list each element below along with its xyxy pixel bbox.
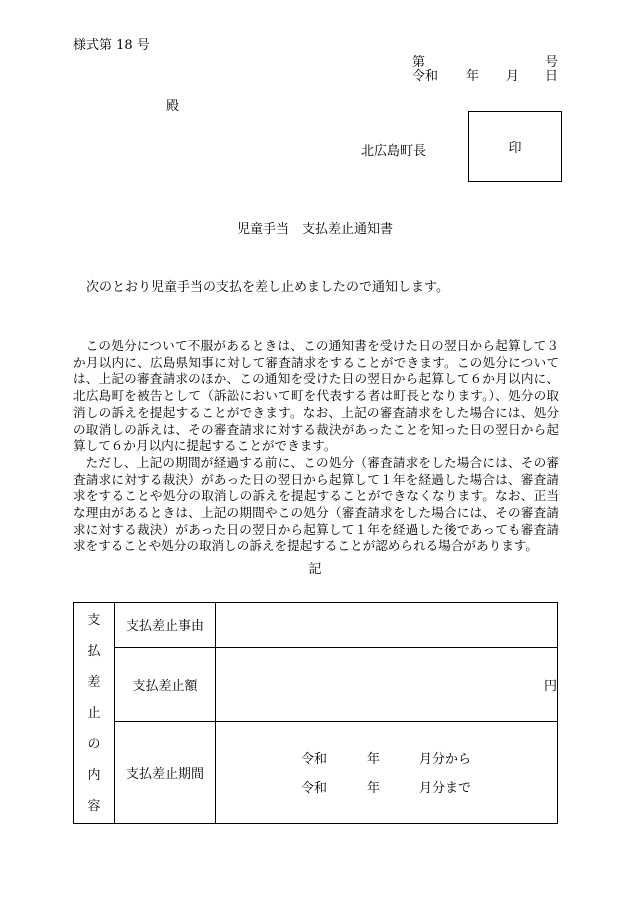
reason-label: 支払差止事由 [115,603,216,648]
period-from-month: 月分から [419,751,472,767]
table-row-period [74,722,558,824]
reason-value [216,603,558,648]
group-label-char: 容 [87,798,101,814]
table-row-reason [74,603,558,648]
appeal-notice [73,338,559,555]
period-to-year: 年 [367,780,381,796]
document-title: 児童手当 支払差止通知書 [236,222,393,237]
group-label-char: の [87,736,101,752]
issuer-name: 北広島町長 [361,144,427,159]
period-from-year: 年 [367,751,381,767]
document-number-prefix: 第 [412,55,426,70]
table-row-amount [74,648,558,722]
date-year: 年 [466,69,480,84]
appeal-notice-paragraph-1: この処分について不服があるときは、この通知書を受けた日の翌日から起算して３か月以内に、広島県知事に対して審査請求をすることができます。この処分については、上記の審査請求のほか、この通知を受けた日の翌日から起算して６か月以内に、北広島町を被告として（訴訟において町を代表する者は町長となります。）、処分の取消しの訴えを提起することができます。なお、上記の審査請求をした場合には、処分の取消しの訴えは、その審査請求に対する裁決があったことを知った日の翌日から起算して６か月以内に提起することができます。 [73,338,559,454]
document-number-suffix: 号 [545,55,559,70]
amount-value [216,648,558,722]
period-to-era: 令和 [301,780,328,796]
seal-box [468,111,562,182]
date-era: 令和 [412,69,439,84]
appeal-notice-paragraph-2: ただし、上記の期間が経過する前に、この処分（審査請求をした場合には、その審査請求に対する裁決）があった日の翌日から起算して１年を経過した場合は、審査請求をすることや処分の取消しの訴えを提起することができなくなります。なお、正当な理由があるときは、上記の期間やこの処分（審査請求をした場合には、その審査請求に対する裁決）があった日の翌日から起算して１年を経過した後であっても審査請求をすることや処分の取消しの訴えを提起することが認められる場合があります。 [73,454,559,554]
group-label-char: 内 [87,767,101,783]
group-label-char: 差 [87,674,101,690]
group-label-char: 止 [87,705,101,721]
addressee-honorific: 殿 [166,99,180,114]
group-label-char: 払 [87,643,101,659]
ki-heading: 記 [308,562,322,577]
period-from-era: 令和 [301,751,328,767]
date-month: 月 [506,69,520,84]
period-value [216,722,558,824]
group-label-char: 支 [87,612,101,628]
form-number: 様式第 18 号 [73,38,150,53]
seal-label: 印 [508,141,522,156]
amount-unit: 円 [543,679,557,694]
period-label: 支払差止期間 [115,722,216,824]
lead-sentence: 次のとおり児童手当の支払を差し止めましたので通知します。 [86,280,449,295]
period-to-month: 月分まで [419,780,472,796]
suspension-details-table [73,602,558,824]
group-label-vertical [74,603,115,824]
date-day: 日 [545,69,559,84]
amount-label: 支払差止額 [115,648,216,722]
